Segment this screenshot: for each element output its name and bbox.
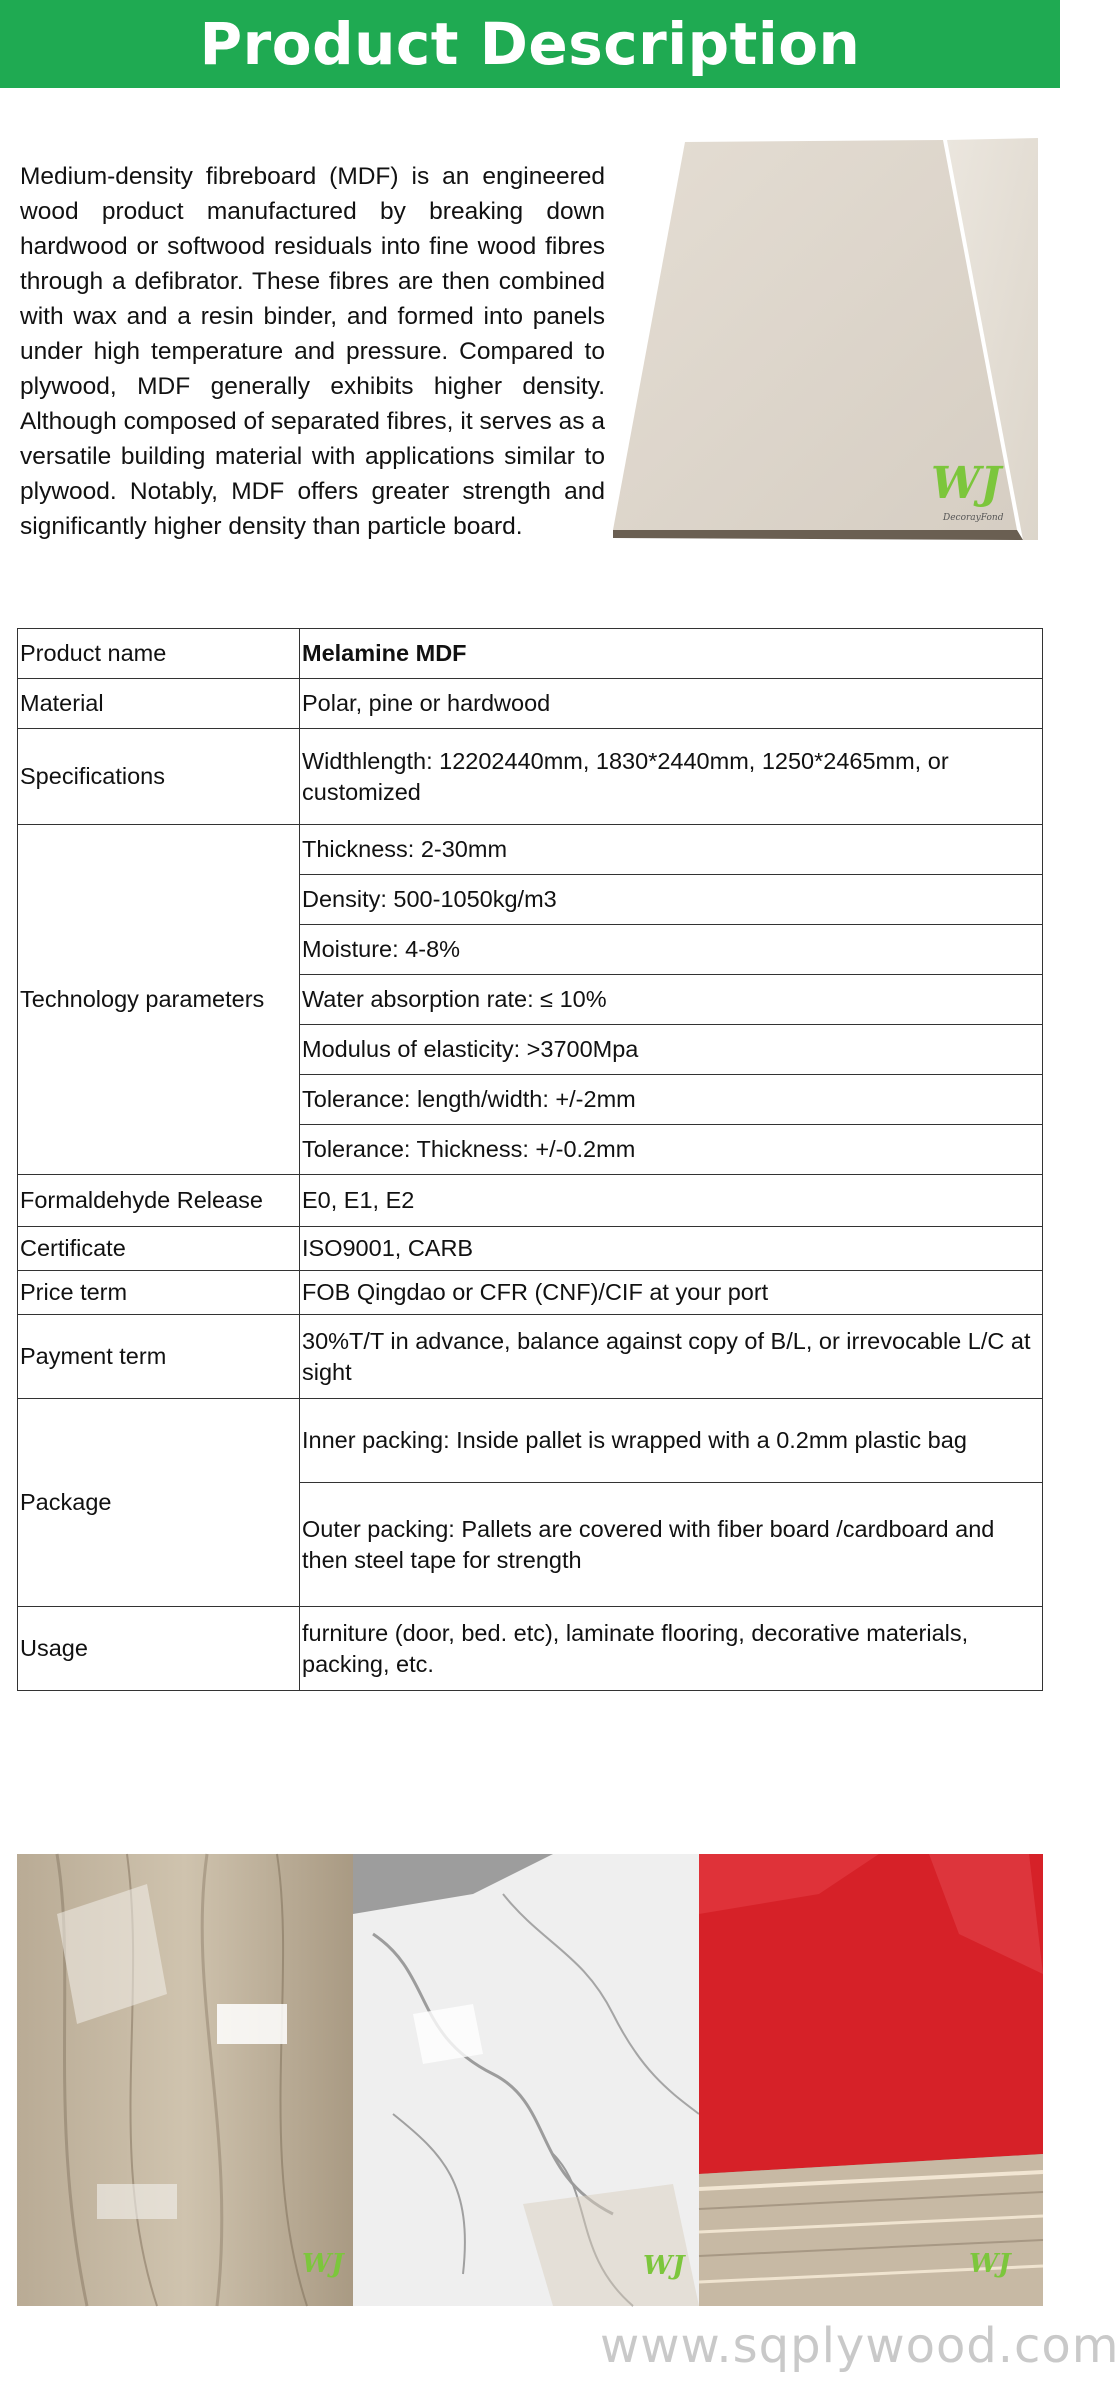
row-label-price-term: Price term: [18, 1271, 300, 1315]
row-value-moisture: Moisture: 4-8%: [300, 925, 1043, 975]
row-label-specifications: Specifications: [18, 729, 300, 825]
intro-paragraph: Medium-density fibreboard (MDF) is an engineered wood product manufactured by breaking down hardwood or softwood residuals into fine wood fibres through a defibrator. These fibres are then combined with wax and a resin binder, and formed into panels under high temperature and pressure. Compared to plywood, MDF generally exhibits higher density. Although composed of separated fibres, it serves as a versatile building material with applications similar to plywood. Notably, MDF offers greater strength and significantly higher density than particle board.: [20, 162, 605, 540]
wj-logo-text: WJ: [969, 2249, 1011, 2279]
brand-subtext: DecorayFond: [943, 513, 1004, 523]
wj-logo-text: WJ: [302, 2249, 344, 2279]
website-watermark: www.sqplywood.com: [600, 2318, 1120, 2374]
row-value-price-term: FOB Qingdao or CFR (CNF)/CIF at your port: [300, 1271, 1043, 1315]
row-label-payment-term: Payment term: [18, 1315, 300, 1399]
page-title: Product Description: [199, 10, 861, 78]
row-value-inner-packing: Inner packing: Inside pallet is wrapped with a 0.2mm plastic bag: [300, 1399, 1043, 1483]
red-gloss-board-photo: [699, 1854, 1043, 2306]
table-row: [18, 1399, 1043, 1483]
table-row: [18, 1607, 1043, 1691]
mdf-board-image: [613, 138, 1038, 548]
wj-logo-text: WJ: [643, 2251, 685, 2281]
table-row: [18, 1315, 1043, 1399]
header-banner: [0, 0, 1060, 88]
table-row: [18, 1271, 1043, 1315]
table-row: [18, 1227, 1043, 1271]
row-value-modulus: Modulus of elasticity: >3700Mpa: [300, 1025, 1043, 1075]
wood-grain-board-photo: [17, 1854, 353, 2306]
table-row: [18, 729, 1043, 825]
row-value-usage: furniture (door, bed. etc), laminate flooring, decorative materials, packing, etc.: [300, 1607, 1043, 1691]
row-value-outer-packing: Outer packing: Pallets are covered with fiber board /cardboard and then steel tape for strength: [300, 1483, 1043, 1607]
row-value-material: Polar, pine or hardwood: [300, 679, 1043, 729]
table-row: [18, 629, 1043, 679]
row-label-material: Material: [18, 679, 300, 729]
table-row: [18, 1175, 1043, 1227]
table-row: [18, 825, 1043, 875]
row-value-tolerance-thickness: Tolerance: Thickness: +/-0.2mm: [300, 1125, 1043, 1175]
row-value-payment-term: 30%T/T in advance, balance against copy of B/L, or irrevocable L/C at sight: [300, 1315, 1043, 1399]
row-value-formaldehyde: E0, E1, E2: [300, 1175, 1043, 1227]
row-value-tolerance-length: Tolerance: length/width: +/-2mm: [300, 1075, 1043, 1125]
row-label-certificate: Certificate: [18, 1227, 300, 1271]
row-value-thickness: Thickness: 2-30mm: [300, 825, 1043, 875]
row-value-specifications: Widthlength: 12202440mm, 1830*2440mm, 1250*2465mm, or customized: [300, 729, 1043, 825]
row-label-package: Package: [18, 1399, 300, 1607]
row-label-product-name: Product name: [18, 629, 300, 679]
spec-table: [17, 628, 1043, 1691]
wj-logo-text: WJ: [931, 458, 1002, 509]
table-row: [18, 679, 1043, 729]
row-value-certificate: ISO9001, CARB: [300, 1227, 1043, 1271]
row-label-formaldehyde: Formaldehyde Release: [18, 1175, 300, 1227]
product-photo-strip: [17, 1854, 1043, 2306]
row-value-density: Density: 500-1050kg/m3: [300, 875, 1043, 925]
marble-board-photo: [353, 1854, 699, 2306]
row-value-water-absorption: Water absorption rate: ≤ 10%: [300, 975, 1043, 1025]
row-value-product-name: Melamine MDF: [300, 629, 1043, 679]
row-label-usage: Usage: [18, 1607, 300, 1691]
row-label-technology: Technology parameters: [18, 825, 300, 1175]
